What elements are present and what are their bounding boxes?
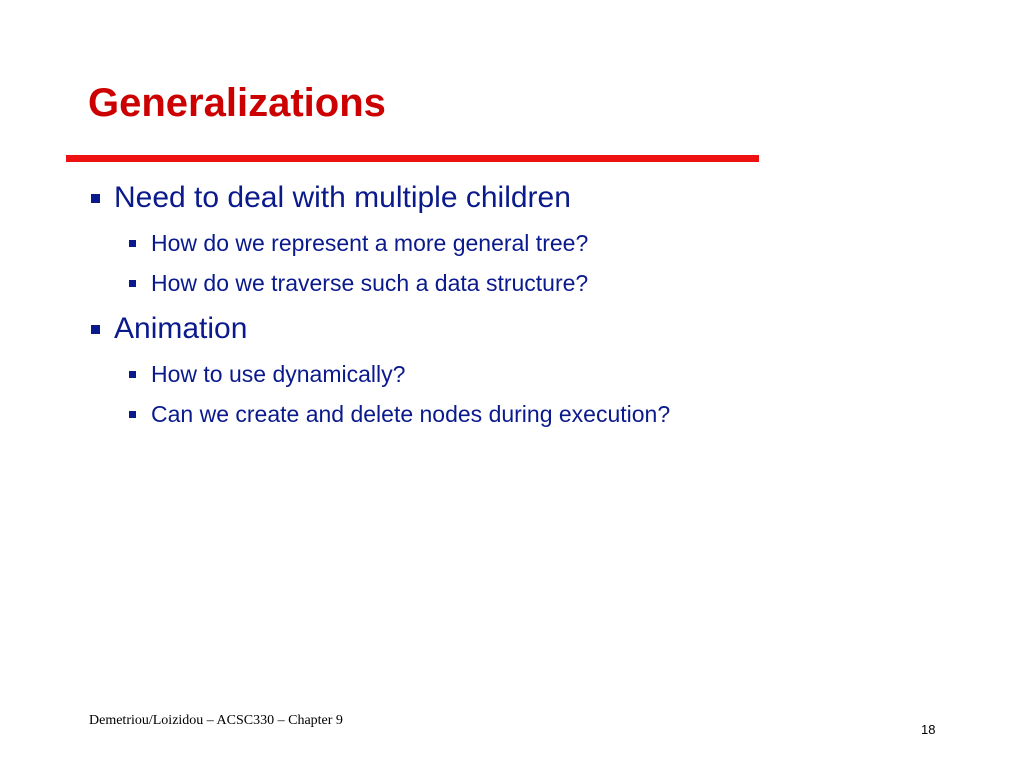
slide-title: Generalizations	[88, 81, 386, 125]
sub-bullet-item	[151, 269, 588, 297]
sub-bullet-text: How do we represent a more general tree?	[151, 230, 589, 256]
sub-bullet-item	[151, 400, 670, 428]
sub-bullet-text: Can we create and delete nodes during execution?	[151, 401, 671, 427]
bullet-item	[114, 180, 571, 216]
square-bullet-icon	[129, 371, 136, 378]
page-number: 18	[921, 722, 936, 737]
square-bullet-icon	[129, 411, 136, 418]
sub-bullet-text: How do we traverse such a data structure?	[151, 270, 589, 296]
sub-bullet-item	[151, 229, 588, 257]
sub-bullet-text: How to use dynamically?	[151, 361, 406, 387]
square-bullet-icon	[91, 325, 100, 334]
slide-footer: Demetriou/Loizidou – ACSC330 – Chapter 9	[89, 713, 343, 728]
bullet-item	[114, 311, 247, 347]
square-bullet-icon	[129, 240, 136, 247]
bullet-text: Need to deal with multiple children	[114, 181, 571, 214]
sub-bullet-item	[151, 360, 405, 388]
square-bullet-icon	[129, 280, 136, 287]
bullet-text: Animation	[114, 312, 248, 345]
square-bullet-icon	[91, 194, 100, 203]
